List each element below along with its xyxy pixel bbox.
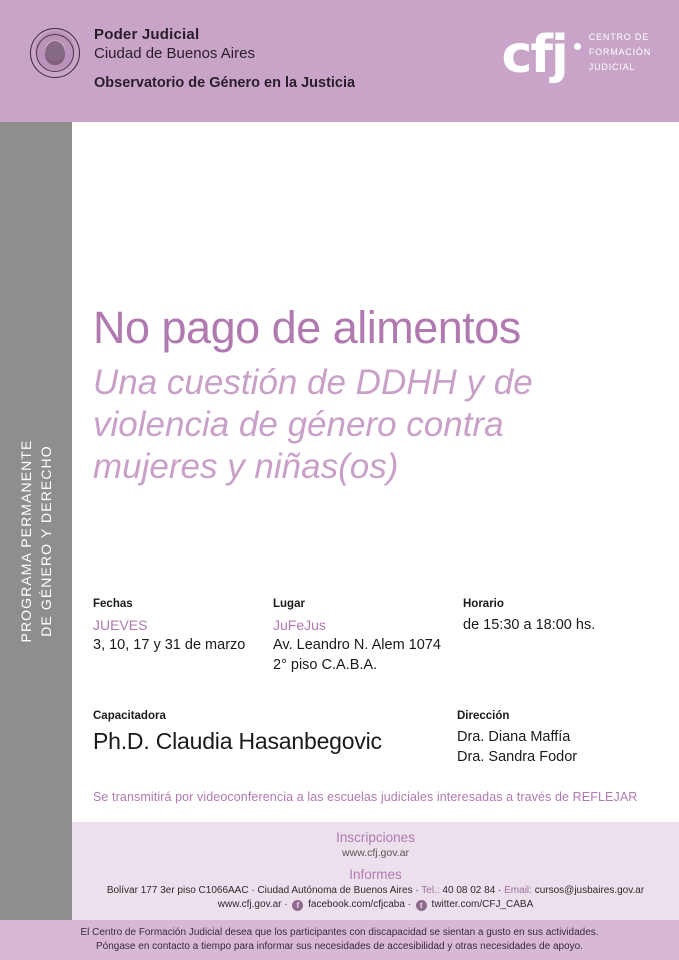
cfj-logo-word-1: CENTRO DE (588, 32, 649, 42)
subtitle-line-3: mujeres y niñas(os) (93, 447, 399, 486)
inscriptions-label: Inscripciones (336, 830, 415, 845)
sideband-text (16, 440, 56, 643)
cfj-logo-mark: cfj (501, 24, 567, 85)
cfj-logo-dot-icon (574, 43, 581, 50)
header-organization (30, 26, 355, 91)
org-line-2: Ciudad de Buenos Aires (94, 45, 255, 63)
direction-person-1: Dra. Diana Maffía (457, 729, 571, 745)
footer-tel-label: Tel.: (421, 885, 440, 896)
title-block (93, 302, 653, 488)
dates-day: JUEVES (93, 617, 148, 633)
info-place (273, 598, 463, 675)
footer-email-label: Email: (504, 885, 532, 896)
footer-twitter[interactable]: twitter.com/CFJ_CABA (431, 899, 534, 910)
place-organization: JuFeJus (273, 617, 326, 633)
footer-email-value[interactable]: cursos@jusbaires.gov.ar (534, 885, 645, 896)
page-title: No pago de alimentos (93, 302, 521, 353)
place-address-line-2: 2° piso C.A.B.A. (273, 657, 378, 673)
program-sideband (0, 122, 72, 960)
place-label: Lugar (273, 598, 305, 610)
footer-facebook[interactable]: facebook.com/cfjcaba · (308, 899, 411, 910)
subtitle-line-2: violencia de género contra (93, 405, 504, 444)
accessibility-line-1: El Centro de Formación Judicial desea que los participantes con discapacidad se sientan a gusto en sus actividades. (80, 927, 599, 938)
direction-person-2: Dra. Sandra Fodor (457, 749, 578, 765)
org-line-3: Observatorio de Género en la Justicia (94, 74, 356, 91)
page-subtitle (93, 362, 653, 488)
info-schedule (463, 598, 663, 675)
footer-social-line (72, 899, 679, 911)
footer-tel-value: 40 08 02 84 · (442, 885, 502, 896)
twitter-icon: t (416, 900, 427, 911)
direction-label: Dirección (457, 710, 510, 722)
footer-website[interactable]: www.cfj.gov.ar · (217, 899, 288, 910)
cfj-logo-word-2: FORMACIÓN (588, 47, 651, 57)
accessibility-bar (0, 920, 679, 960)
header-band (0, 0, 679, 122)
poster-body (72, 122, 679, 822)
schedule-label: Horario (463, 598, 504, 610)
trainer-name: Ph.D. Claudia Hasanbegovic (93, 728, 382, 754)
informes-label: Informes (349, 867, 402, 882)
footer-address: Bolívar 177 3er piso C1066AAC · Ciudad Autónoma de Buenos Aires · (106, 885, 419, 896)
videoconference-note: Se transmitirá por videoconferencia a las escuelas judiciales interesadas a través de REFLEJAR (93, 790, 638, 804)
place-address-line-1: Av. Leandro N. Alem 1074 (273, 637, 441, 653)
accessibility-line-2: Póngase en contacto a tiempo para informar sus necesidades de accesibilidad y otras necesidades de apoyo. (96, 941, 583, 952)
inscriptions-url[interactable]: www.cfj.gov.ar (342, 847, 409, 859)
trainer-block (93, 710, 473, 755)
cfj-logo (501, 24, 651, 85)
judicial-seal-icon (30, 28, 80, 78)
sideband-line-1: PROGRAMA PERMANENTE (18, 439, 34, 643)
direction-block (457, 710, 667, 767)
sideband-line-2: DE GÉNERO Y DERECHO (38, 445, 54, 637)
subtitle-line-1: Una cuestión de DDHH y de (93, 363, 533, 402)
info-dates (93, 598, 273, 675)
trainer-label: Capacitadora (93, 710, 166, 722)
facebook-icon: f (292, 900, 303, 911)
dates-value: 3, 10, 17 y 31 de marzo (93, 637, 246, 653)
org-line-1: Poder Judicial (94, 26, 200, 43)
info-grid (93, 598, 663, 675)
schedule-value: de 15:30 a 18:00 hs. (463, 617, 596, 633)
dates-label: Fechas (93, 598, 133, 610)
footer (72, 822, 679, 920)
cfj-logo-word-3: JUDICIAL (588, 62, 636, 72)
footer-contact-line (72, 885, 679, 896)
